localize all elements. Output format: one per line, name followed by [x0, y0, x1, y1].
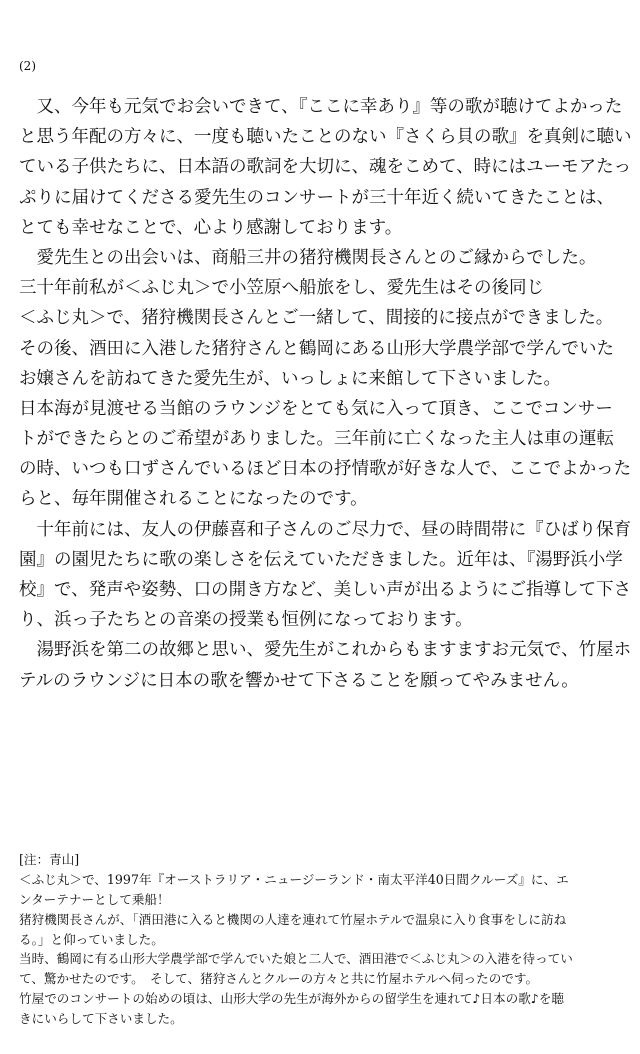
- note-line: 猪狩機関長さんが、「酒田港に入ると機関の人達を連れて竹屋ホテルで温泉に入り食事をしに訪ね: [19, 911, 567, 927]
- note-line: 竹屋でのコンサートの始めの頃は、山形大学の先生が海外からの留学生を連れて♪日本の歌♪を聴: [19, 991, 565, 1007]
- text-line: らと、毎年開催されることになったのです。: [19, 489, 368, 510]
- text-line: 園』の園児たちに歌の楽しさを伝えていただきました。近年は、『湯野浜小学: [19, 549, 623, 570]
- text-line: 湯野浜を第二の故郷と思い、愛先生がこれからもますますお元気で、竹屋ホ: [19, 640, 631, 661]
- text-line: トができたらとのご希望がありました。三年前に亡くなった主人は車の運転: [19, 429, 614, 450]
- text-line: と思う年配の方々に、一度も聴いたことのない『さくら貝の歌』を真剣に聴い: [19, 127, 631, 148]
- text-line: その後、酒田に入港した猪狩さんと鶴岡にある山形大学農学部で学んでいた: [19, 338, 614, 359]
- text-line: とても幸せなことで、心より感謝しております。: [19, 217, 403, 238]
- text-line: ぷりに届けてくださる愛先生のコンサートが三十年近く続いてきたことは、: [19, 187, 614, 208]
- body-text: [19, 92, 631, 696]
- paragraph: [19, 92, 631, 243]
- text-line: ＜ふじ丸＞で、猪狩機関長さんとご一緒して、間接的に接点ができました。: [19, 308, 614, 329]
- note-line: ンターテナーとして乗船！: [19, 891, 170, 907]
- note-line: きにいらして下さいました。: [19, 1011, 183, 1027]
- paragraph: [19, 243, 631, 515]
- text-line: 又、今年も元気でお会いできて、『ここに幸あり』等の歌が聴けてよかった: [19, 97, 623, 117]
- note-line: て、驚かせたのです。 そして、猪狩さんとクルーの方々と共に竹屋ホテルへ伺ったのです。: [19, 971, 539, 987]
- text-line: 校』で、発声や姿勢、口の開き方など、美しい声が出るようにご指導して下さ: [19, 580, 631, 600]
- text-line: の時、いつも口ずさんでいるほど日本の抒情歌が好きな人で、ここでよかった: [19, 459, 631, 480]
- notes-section: [19, 850, 631, 1029]
- notes-heading: [注：青山]: [19, 852, 80, 867]
- note-line: る。」と仰っていました。: [19, 931, 164, 947]
- text-line: 愛先生との出会いは、商船三井の猪狩機関長さんとのご縁からでした。: [19, 247, 597, 268]
- page-number: (2): [19, 59, 36, 73]
- note-line: 当時、鶴岡に有る山形大学農学部で学んでいた娘と二人で、酒田港で＜ふじ丸＞の入港を待ってい: [19, 951, 573, 967]
- notes-lines: [19, 870, 631, 1029]
- text-line: 日本海が見渡せる当館のラウンジをとても気に入って頂き、ここでコンサー: [19, 398, 613, 419]
- paragraph: [19, 515, 631, 636]
- text-line: テルのラウンジに日本の歌を響かせて下さることを願ってやみません。: [19, 670, 579, 691]
- text-line: お嬢さんを訪ねてきた愛先生が、いっしょに来館して下さいました。: [19, 368, 562, 389]
- paragraph: [19, 635, 631, 695]
- text-line: り、浜っ子たちとの音楽の授業も恒例になっております。: [19, 610, 473, 631]
- text-line: 三十年前私が＜ふじ丸＞で小笠原へ船旅をし、愛先生はその後同じ: [19, 278, 544, 299]
- text-line: 十年前には、友人の伊藤喜和子さんのご尽力で、昼の時間帯に『ひばり保育: [19, 519, 631, 540]
- text-line: ている子供たちに、日本語の歌詞を大切に、魂をこめて、時にはユーモアたっ: [19, 157, 631, 178]
- note-line: ＜ふじ丸＞で、1997年『オーストラリア・ニュージーランド・南太平洋40日間クルーズ』に、エ: [19, 871, 569, 887]
